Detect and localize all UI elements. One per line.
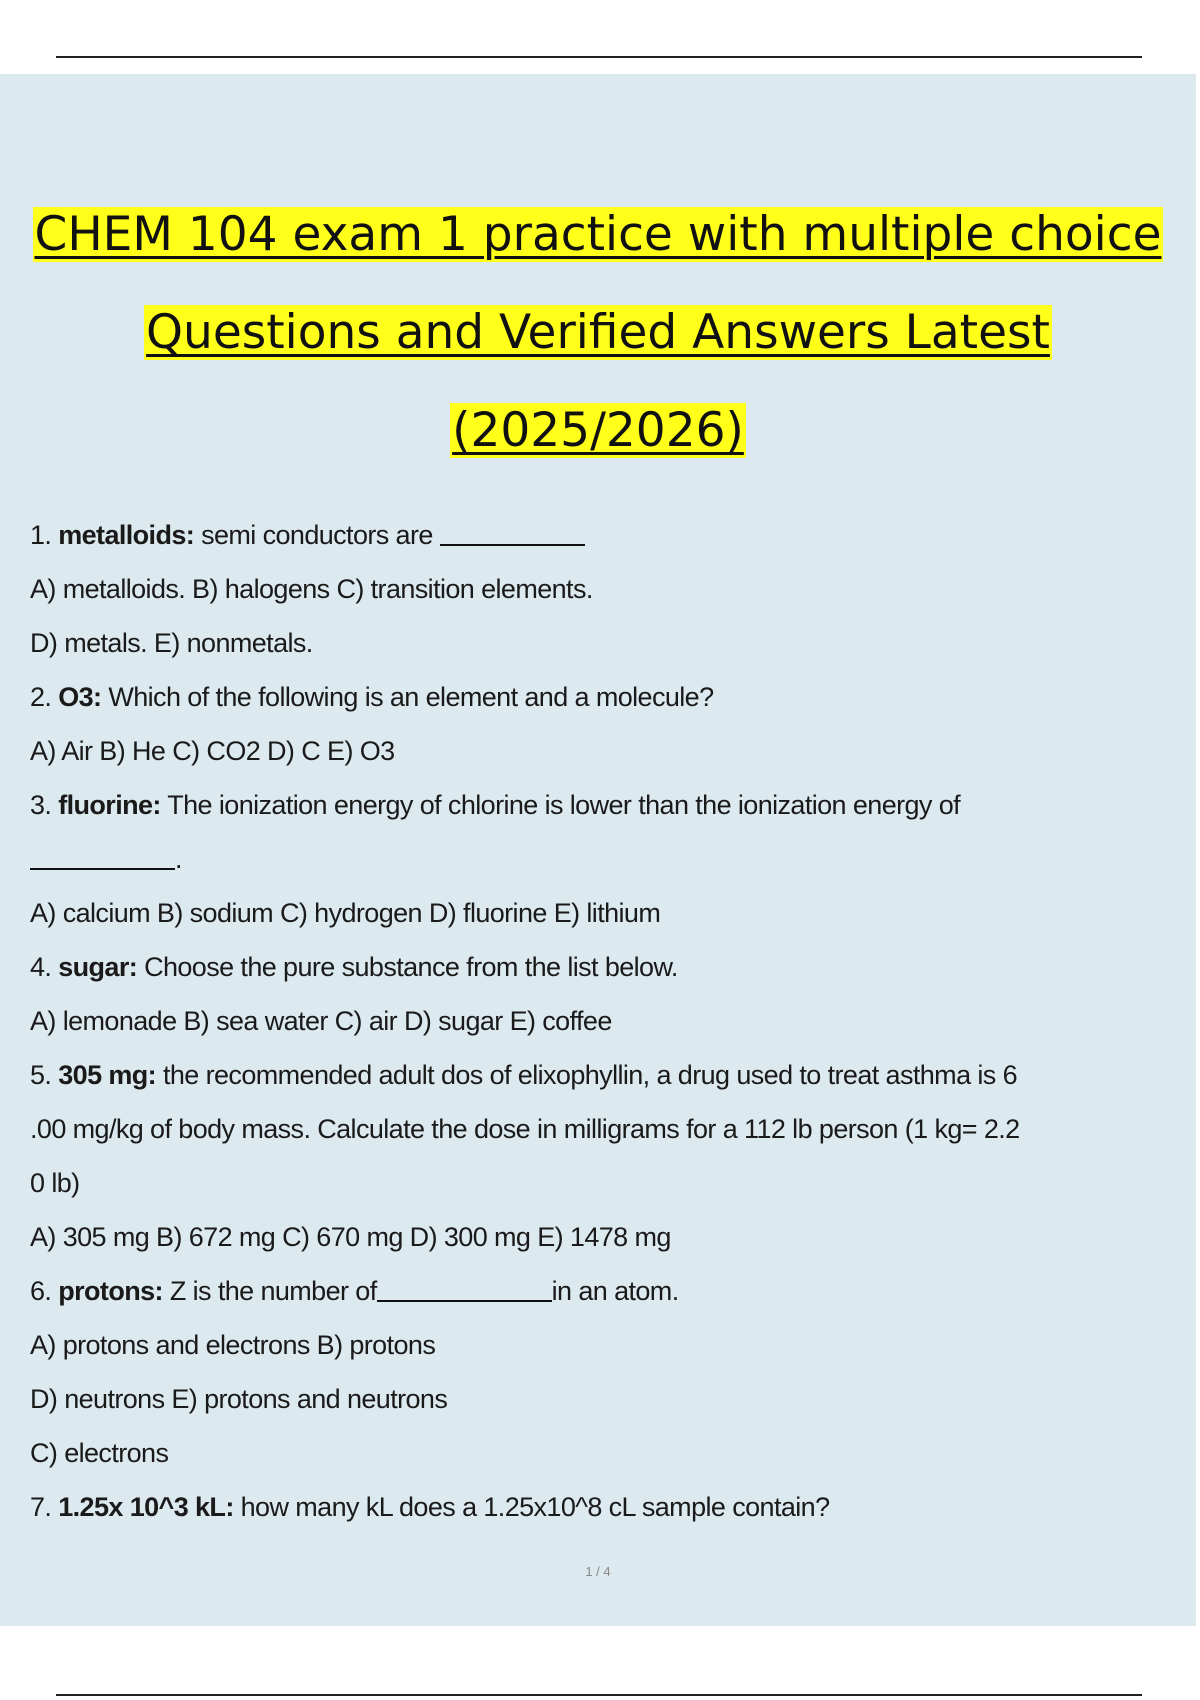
question-3: 3. fluorine: The ionization energy of chlorine is lower than the ionization energy of [30, 790, 961, 820]
answer-blank [440, 512, 585, 546]
question-1-options-a: A) metalloids. B) halogens C) transition elements. [30, 574, 593, 604]
question-6-options-b: D) neutrons E) protons and neutrons [30, 1384, 448, 1414]
question-6: 6. protons: Z is the number of in an atom. [30, 1264, 1170, 1318]
question-2: 2. O3: Which of the following is an element and a molecule? [30, 682, 714, 712]
title-line-1: CHEM 104 exam 1 practice with multiple choice [34, 207, 1162, 262]
question-1: 1. metalloids: semi conductors are [30, 508, 1170, 562]
question-5-continued-2: 0 lb) [30, 1168, 80, 1198]
question-6-options-c: C) electrons [30, 1438, 169, 1468]
answer-blank [377, 1268, 552, 1302]
top-rule [56, 56, 1142, 58]
answer-label: 1.25x 10^3 kL: [58, 1492, 234, 1522]
question-1-options-b: D) metals. E) nonmetals. [30, 628, 313, 658]
bottom-rule [56, 1694, 1142, 1696]
answer-label: metalloids: [58, 520, 195, 550]
question-3-options: A) calcium B) sodium C) hydrogen D) fluorine E) lithium [30, 898, 661, 928]
question-4: 4. sugar: Choose the pure substance from the list below. [30, 952, 678, 982]
question-2-options: A) Air B) He C) CO2 D) C E) O3 [30, 736, 395, 766]
answer-label: 305 mg: [58, 1060, 157, 1090]
document-title [0, 186, 1196, 480]
question-list [30, 508, 1170, 1534]
document-page [0, 74, 1196, 1626]
question-5-options: A) 305 mg B) 672 mg C) 670 mg D) 300 mg E) 1478 mg [30, 1222, 671, 1252]
question-7: 7. 1.25x 10^3 kL: how many kL does a 1.25x10^8 cL sample contain? [30, 1492, 830, 1522]
question-4-options: A) lemonade B) sea water C) air D) sugar E) coffee [30, 1006, 612, 1036]
page-number: 1 / 4 [585, 1564, 611, 1579]
title-line-3: (2025/2026) [452, 403, 744, 458]
answer-blank [30, 836, 175, 870]
question-6-options-a: A) protons and electrons B) protons [30, 1330, 436, 1360]
answer-label: protons: [58, 1276, 163, 1306]
title-line-2: Questions and Verified Answers Latest [146, 305, 1050, 360]
question-5-continued-1: .00 mg/kg of body mass. Calculate the dose in milligrams for a 112 lb person (1 kg= 2.2 [30, 1114, 1020, 1144]
question-3-blank-line: . [30, 832, 1170, 886]
answer-label: sugar: [58, 952, 138, 982]
question-5: 5. 305 mg: the recommended adult dos of elixophyllin, a drug used to treat asthma is 6 [30, 1060, 1018, 1090]
answer-label: O3: [58, 682, 102, 712]
answer-label: fluorine: [58, 790, 161, 820]
